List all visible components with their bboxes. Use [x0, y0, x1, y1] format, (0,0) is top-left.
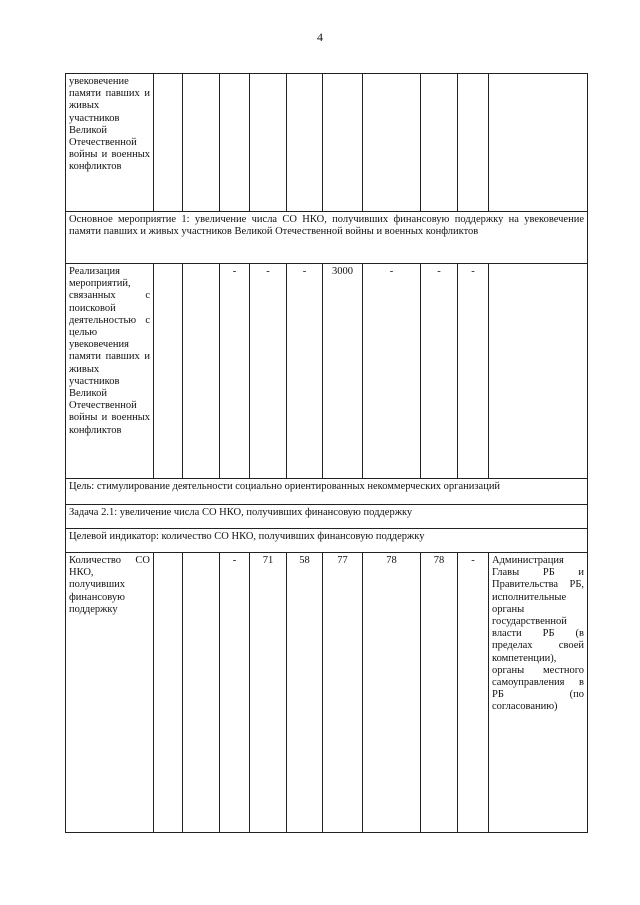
- row-name-cell: Реализация мероприятий, связанных с поисковой деятельностью с целью увековечения памяти павших и живых участников Великой Отечественной войны и военных конфликтов: [66, 264, 154, 479]
- row-name-cell: Количество СО НКО, получивших финансовую поддержку: [66, 553, 154, 833]
- table-cell: 3000: [323, 264, 363, 479]
- table-cell: 78: [363, 553, 421, 833]
- table-row: [66, 479, 588, 505]
- table-cell: [323, 74, 363, 212]
- table-cell: [220, 74, 250, 212]
- table-cell: 78: [421, 553, 458, 833]
- table-cell: -: [363, 264, 421, 479]
- table-cell: [154, 264, 183, 479]
- table-cell: [250, 74, 287, 212]
- table-cell: [154, 553, 183, 833]
- table-cell: -: [250, 264, 287, 479]
- row-name-cell: увековечение памяти павших и живых участников Великой Отечественной войны и военных конфликтов: [66, 74, 154, 212]
- table-row: [66, 505, 588, 529]
- table-cell: [183, 264, 220, 479]
- responsible-cell: Администрация Главы РБ и Правительства РБ, исполнительные органы государственной власти РБ (в пределах своей компетенции), органы местного самоуправления в РБ (по согласованию): [489, 553, 588, 833]
- table-cell: -: [421, 264, 458, 479]
- table-cell: 58: [287, 553, 323, 833]
- main-activity-row: Основное мероприятие 1: увеличение числа СО НКО, получивших финансовую поддержку на увековечение памяти павших и живых участников Великой Отечественной войны и военных конфликтов: [66, 212, 588, 264]
- table-cell: 71: [250, 553, 287, 833]
- table-cell: -: [287, 264, 323, 479]
- table-cell: -: [220, 264, 250, 479]
- table-cell: [154, 74, 183, 212]
- table-cell: [421, 74, 458, 212]
- task-row: Задача 2.1: увеличение числа СО НКО, получивших финансовую поддержку: [66, 505, 588, 529]
- table-cell: [363, 74, 421, 212]
- goal-row: Цель: стимулирование деятельности социально ориентированных некоммерческих организаций: [66, 479, 588, 505]
- table-row: [66, 529, 588, 553]
- table-cell: [458, 74, 489, 212]
- table-row: [66, 74, 588, 212]
- table-cell: [183, 74, 220, 212]
- table-cell: [287, 74, 323, 212]
- responsible-cell: [489, 74, 588, 212]
- table-cell: -: [458, 264, 489, 479]
- table-cell: -: [220, 553, 250, 833]
- table-cell: 77: [323, 553, 363, 833]
- table-row: [66, 553, 588, 833]
- table-cell: [183, 553, 220, 833]
- page-number: 4: [317, 30, 323, 44]
- indicators-table: [65, 73, 588, 833]
- table-row: [66, 212, 588, 264]
- responsible-cell: [489, 264, 588, 479]
- indicator-row: Целевой индикатор: количество СО НКО, получивших финансовую поддержку: [66, 529, 588, 553]
- table-cell: -: [458, 553, 489, 833]
- table-row: [66, 264, 588, 479]
